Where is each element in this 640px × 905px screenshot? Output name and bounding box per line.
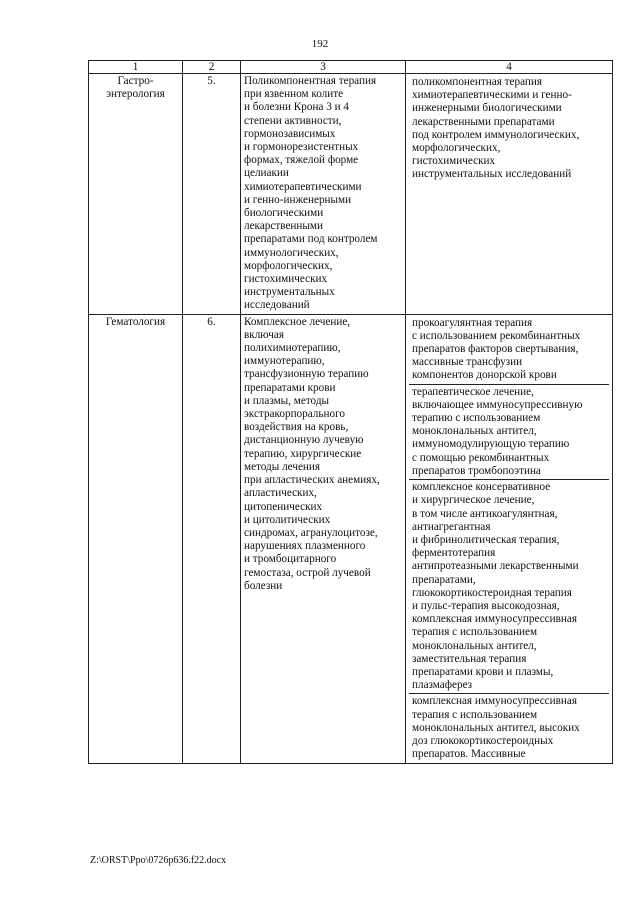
treatment-method-line: терапию с использованием: [412, 412, 541, 425]
treatment-method-line: комплексное консервативное: [412, 481, 551, 494]
table-row: [89, 314, 613, 764]
treatment-description-line: препаратами крови: [244, 381, 336, 394]
treatment-method-line: препаратов. Массивные: [412, 748, 526, 761]
treatment-method-line: плазмаферез: [412, 679, 473, 692]
treatment-description-line: дистанционную лучевую: [244, 434, 364, 447]
treatment-description-line: и гормонорезистентных: [244, 141, 359, 154]
treatment-description-line: гормонозависимых: [244, 127, 336, 140]
treatment-method-line: моноклональных антител,: [412, 425, 537, 438]
treatment-description-line: инструментальных: [244, 286, 335, 299]
treatment-description-line: терапию, хирургические: [244, 447, 362, 460]
treatment-description-line: трансфузионную терапию: [244, 368, 369, 381]
treatment-description-line: методы лечения: [244, 460, 321, 473]
treatment-description-line: гистохимических: [244, 273, 328, 286]
specialty-line: Гематология: [105, 315, 166, 328]
treatment-description-cell: [241, 74, 406, 315]
treatment-method-block: [409, 316, 609, 385]
treatment-description-line: иммунотерапию,: [244, 355, 325, 368]
treatment-method-line: с помощью рекомбинантных: [412, 451, 550, 464]
treatment-method-line: инструментальных исследований: [412, 168, 572, 181]
treatment-method-line: глюкокортикостероидная терапия: [412, 586, 572, 599]
page-number: 192: [311, 38, 329, 50]
treatment-method-line: моноклональных антител, высоких: [412, 721, 580, 734]
treatment-description-line: химиотерапевтическими: [244, 180, 362, 193]
treatment-method-line: терапия с использованием: [412, 708, 538, 721]
treatment-method-block: [409, 385, 609, 480]
treatment-method-block: [409, 694, 609, 762]
treatment-method-cell: [406, 74, 613, 315]
treatment-description-line: синдромах, агранулоцитозе,: [244, 526, 378, 539]
treatment-description-line: Поликомпонентная терапия: [244, 75, 377, 87]
treatment-method-block: [409, 480, 609, 694]
treatment-method-line: химиотерапевтическими и генно-: [412, 89, 572, 102]
treatment-description-line: экстракорпорального: [244, 408, 345, 421]
column-header-3: 3: [241, 61, 406, 74]
treatment-method-line: в том числе антикоагулянтная,: [412, 507, 558, 520]
treatment-method-line: комплексная иммуносупрессивная: [412, 613, 578, 626]
treatment-method-line: иммуномодулирующую терапию: [412, 438, 570, 451]
treatment-description-line: целиакии: [244, 167, 289, 180]
treatment-method-line: моноклональных антител,: [412, 639, 537, 652]
treatment-description-line: исследований: [244, 299, 310, 312]
treatment-method-line: прокоагулянтная терапия: [412, 316, 533, 329]
treatment-method-line: массивные трансфузии: [412, 356, 523, 369]
treatment-method-line: поликомпонентная терапия: [412, 76, 543, 88]
treatment-description-line: Комплексное лечение,: [244, 315, 351, 328]
treatment-method-cell: [406, 314, 613, 764]
treatment-method-line: с использованием рекомбинантных: [412, 329, 581, 342]
treatment-method-line: препаратов факторов свертывания,: [412, 343, 579, 356]
treatment-description-line: гемостаза, острой лучевой: [244, 566, 371, 579]
treatment-method-line: и пульс-терапия высокодозная,: [412, 599, 560, 612]
treatment-method-line: лекарственными препаратами: [412, 115, 555, 128]
treatment-description-line: препаратами под контролем: [244, 233, 378, 246]
specialty-cell: [89, 314, 183, 764]
treatment-method-line: антиагрегантная: [412, 520, 491, 533]
treatment-method-line: препаратов тромбопоэтина: [412, 464, 541, 477]
treatment-description-line: болезни: [244, 579, 283, 592]
treatment-method-line: препаратами,: [412, 573, 476, 586]
treatment-method-line: под контролем иммунологических,: [412, 128, 580, 141]
treatment-method-line: и хирургическое лечение,: [412, 494, 535, 507]
specialty-line: Гастро-: [117, 75, 154, 87]
column-header-2: 2: [183, 61, 241, 74]
treatment-description-line: формах, тяжелой форме: [244, 154, 359, 167]
treatment-method-line: терапевтическое лечение,: [412, 385, 534, 398]
treatment-description-line: морфологических,: [244, 259, 333, 272]
treatment-description-line: цитопенических: [244, 500, 323, 513]
treatment-method-line: включающее иммуносупрессивную: [412, 398, 583, 411]
treatment-method-block: [409, 75, 609, 183]
treatment-description-line: включая: [244, 328, 284, 341]
treatment-description-line: и генно-инженерными: [244, 193, 352, 206]
treatment-description-line: апластических,: [244, 487, 317, 500]
treatment-description-line: при язвенном колите: [244, 88, 344, 101]
specialty-cell: [89, 74, 183, 315]
specialty-line: энтерология: [106, 88, 165, 101]
header-row: [89, 61, 613, 74]
treatment-method-line: компонентов донорской крови: [412, 369, 557, 382]
treatment-description-line: и болезни Крона 3 и 4: [244, 101, 349, 114]
row-number-cell: 5.: [183, 74, 241, 315]
file-path-footer: Z:\ORST\Ppo\0726p636.f22.docx: [90, 855, 227, 866]
treatment-method-line: препаратами крови и плазмы,: [412, 665, 554, 678]
treatment-description-line: воздействия на кровь,: [244, 421, 349, 434]
treatment-description-line: лекарственными: [244, 220, 323, 233]
treatment-description-line: иммунологических,: [244, 246, 339, 259]
treatment-method-line: заместительная терапия: [412, 652, 527, 665]
table-row: [89, 74, 613, 315]
treatment-method-line: инженерными биологическими: [412, 102, 562, 115]
treatment-description-line: биологическими: [244, 207, 324, 220]
treatment-method-line: гистохимических: [412, 155, 496, 168]
treatment-method-line: и фибринолитическая терапия,: [412, 533, 560, 546]
treatment-description-line: и тромбоцитарного: [244, 553, 337, 566]
treatment-description-line: нарушениях плазменного: [244, 540, 366, 553]
treatment-method-line: ферментотерапия: [412, 547, 496, 560]
treatment-description-line: степени активности,: [244, 114, 342, 127]
treatment-description-line: и плазмы, методы: [244, 394, 330, 407]
procedures-table: [88, 60, 613, 764]
treatment-description-line: и цитолитических: [244, 513, 331, 526]
column-header-4: 4: [406, 61, 613, 74]
treatment-method-line: морфологических,: [412, 142, 501, 155]
column-header-1: 1: [89, 61, 183, 74]
treatment-method-line: доз глюкокортикостероидных: [412, 734, 554, 747]
treatment-description-cell: [241, 314, 406, 764]
row-number-cell: 6.: [183, 314, 241, 764]
treatment-method-line: комплексная иммуносупрессивная: [412, 695, 578, 708]
treatment-description-line: полихимиотерапию,: [244, 342, 341, 355]
treatment-method-line: терапия с использованием: [412, 626, 538, 639]
treatment-method-line: антипротеазными лекарственными: [412, 560, 579, 573]
treatment-description-line: при апластических анемиях,: [244, 474, 380, 487]
